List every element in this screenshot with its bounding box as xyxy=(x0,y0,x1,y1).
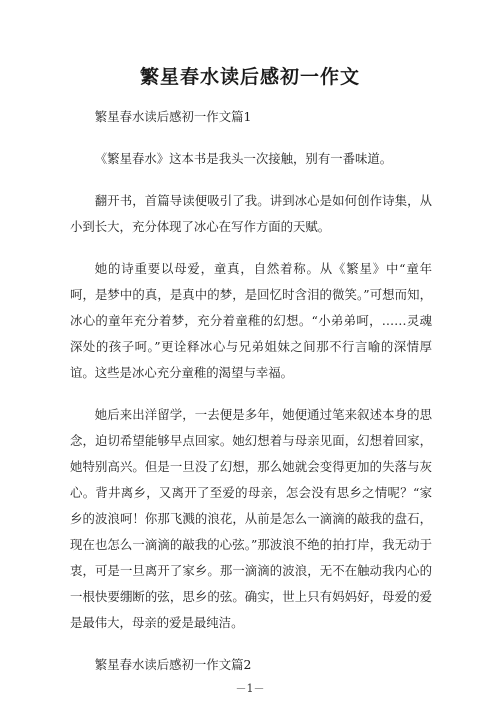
paragraph-guide: 翻开书，首篇导读便吸引了我。讲到冰心是如何创作诗集，从小到长大，充分体现了冰心在写作方面的天赋。 xyxy=(70,193,432,234)
paragraph-homesick: 她后来出洋留学，一去便是多年，她便通过笔来叙述本身的思念，迫切希望能够早点回家。她幻想着与母亲见面，幻想着回家，她特别高兴。但是一旦没了幻想，那么她就会变得更加的失落与灰心。背井离乡，又离开了至爱的母亲，怎会没有思乡之情呢？“家乡的波浪呵！你那飞溅的浪花，从前是怎么一滴滴的敲我的盘石，现在也怎么一滴滴的敲我的心弦。”那波浪不绝的拍打岸，我无动于衷，可是一旦离开了家乡。那一滴滴的波浪，无不在触动我内心的一根快要绷断的弦，思乡的弦。确实，世上只有妈妈好，母爱的爱是最伟大，母亲的爱是最纯洁。 xyxy=(70,407,432,630)
page-number: －1－ xyxy=(235,682,265,695)
section-heading-2: 繁星春水读后感初一作文篇2 xyxy=(94,657,252,672)
paragraph-intro: 《繁星春水》这本书是我头一次接触，别有一番味道。 xyxy=(94,151,393,166)
document-title: 繁星春水读后感初一作文 xyxy=(139,66,360,88)
section-heading-1: 繁星春水读后感初一作文篇1 xyxy=(94,109,252,124)
document-body xyxy=(70,104,432,694)
paragraph-childhood: 她的诗重要以母爱，童真，自然着称。从《繁星》中“童年呵，是梦中的真，是真中的梦，是回忆时含泪的微笑。”可想而知，冰心的童年充分着梦，充分着童稚的幻想。“小弟弟呵，……灵魂深处的孩子呵。”更诠释冰心与兄弟姐妹之间那不行言喻的深情厚谊。这些是冰心充分童稚的渴望与幸福。 xyxy=(70,261,432,380)
